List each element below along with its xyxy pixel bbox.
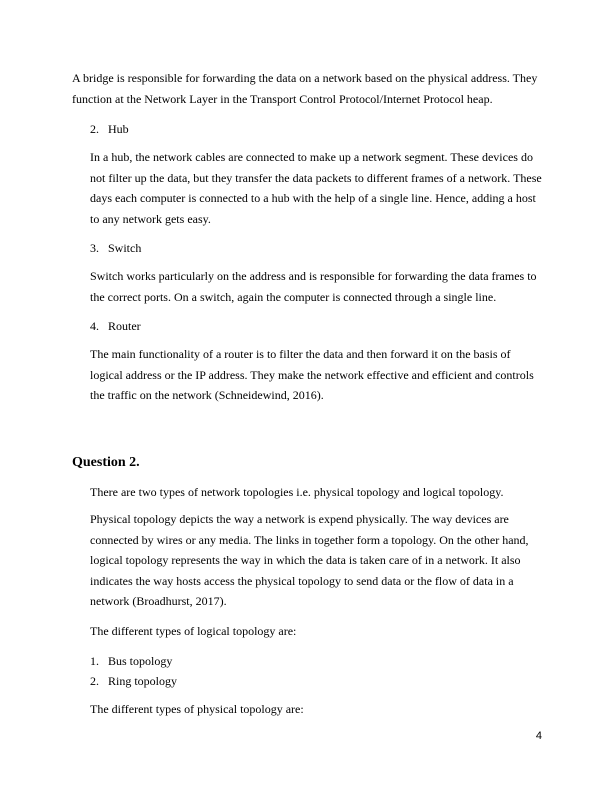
router-description: The main functionality of a router is to filter the data and then forward it on the basis of logical address or the IP address. They make the network effective and efficient and controls the traffic on the network (Schneidewind, 2016). bbox=[90, 347, 534, 403]
list-label: Ring topology bbox=[108, 674, 178, 688]
physical-topology-intro: The different types of physical topology are: bbox=[90, 702, 304, 716]
page-number: 4 bbox=[535, 730, 542, 742]
logical-topology-intro: The different types of logical topology are: bbox=[90, 624, 297, 638]
list-number: 3. bbox=[90, 241, 99, 255]
list-label: Bus topology bbox=[108, 654, 173, 668]
list-number: 2. bbox=[90, 122, 99, 136]
hub-description: In a hub, the network cables are connected to make up a network segment. These devices do not filter up the data, but they transfer the data packets to different frames of a network. These days each computer is connected to a hub with the help of a single line. Hence, adding a host to any network gets easy. bbox=[90, 150, 542, 226]
topology-paragraph: Physical topology depicts the way a network is expend physically. The way devices are connected by wires or any media. The links in together form a topology. On the other hand, logical topology represents the way in which the data is taken care of in a network. It also indicates the way hosts access the physical topology to send data or the flow of data in a network (Broadhurst, 2017). bbox=[90, 512, 529, 609]
section-heading: Question 2. bbox=[72, 455, 140, 470]
list-label: Switch bbox=[108, 241, 142, 255]
list-label: Hub bbox=[108, 122, 129, 136]
list-number: 1. bbox=[90, 654, 99, 668]
intro-paragraph: A bridge is responsible for forwarding the data on a network based on the physical address. They function at the Network Layer in the Transport Control Protocol/Internet Protocol heap. bbox=[72, 71, 538, 106]
list-number: 2. bbox=[90, 674, 99, 688]
switch-description: Switch works particularly on the address and is responsible for forwarding the data frames to the correct ports. On a switch, again the computer is connected through a single line. bbox=[90, 269, 537, 304]
list-label: Router bbox=[108, 319, 141, 333]
list-number: 4. bbox=[90, 319, 99, 333]
topologies-intro: There are two types of network topologies i.e. physical topology and logical topology. bbox=[90, 485, 504, 499]
